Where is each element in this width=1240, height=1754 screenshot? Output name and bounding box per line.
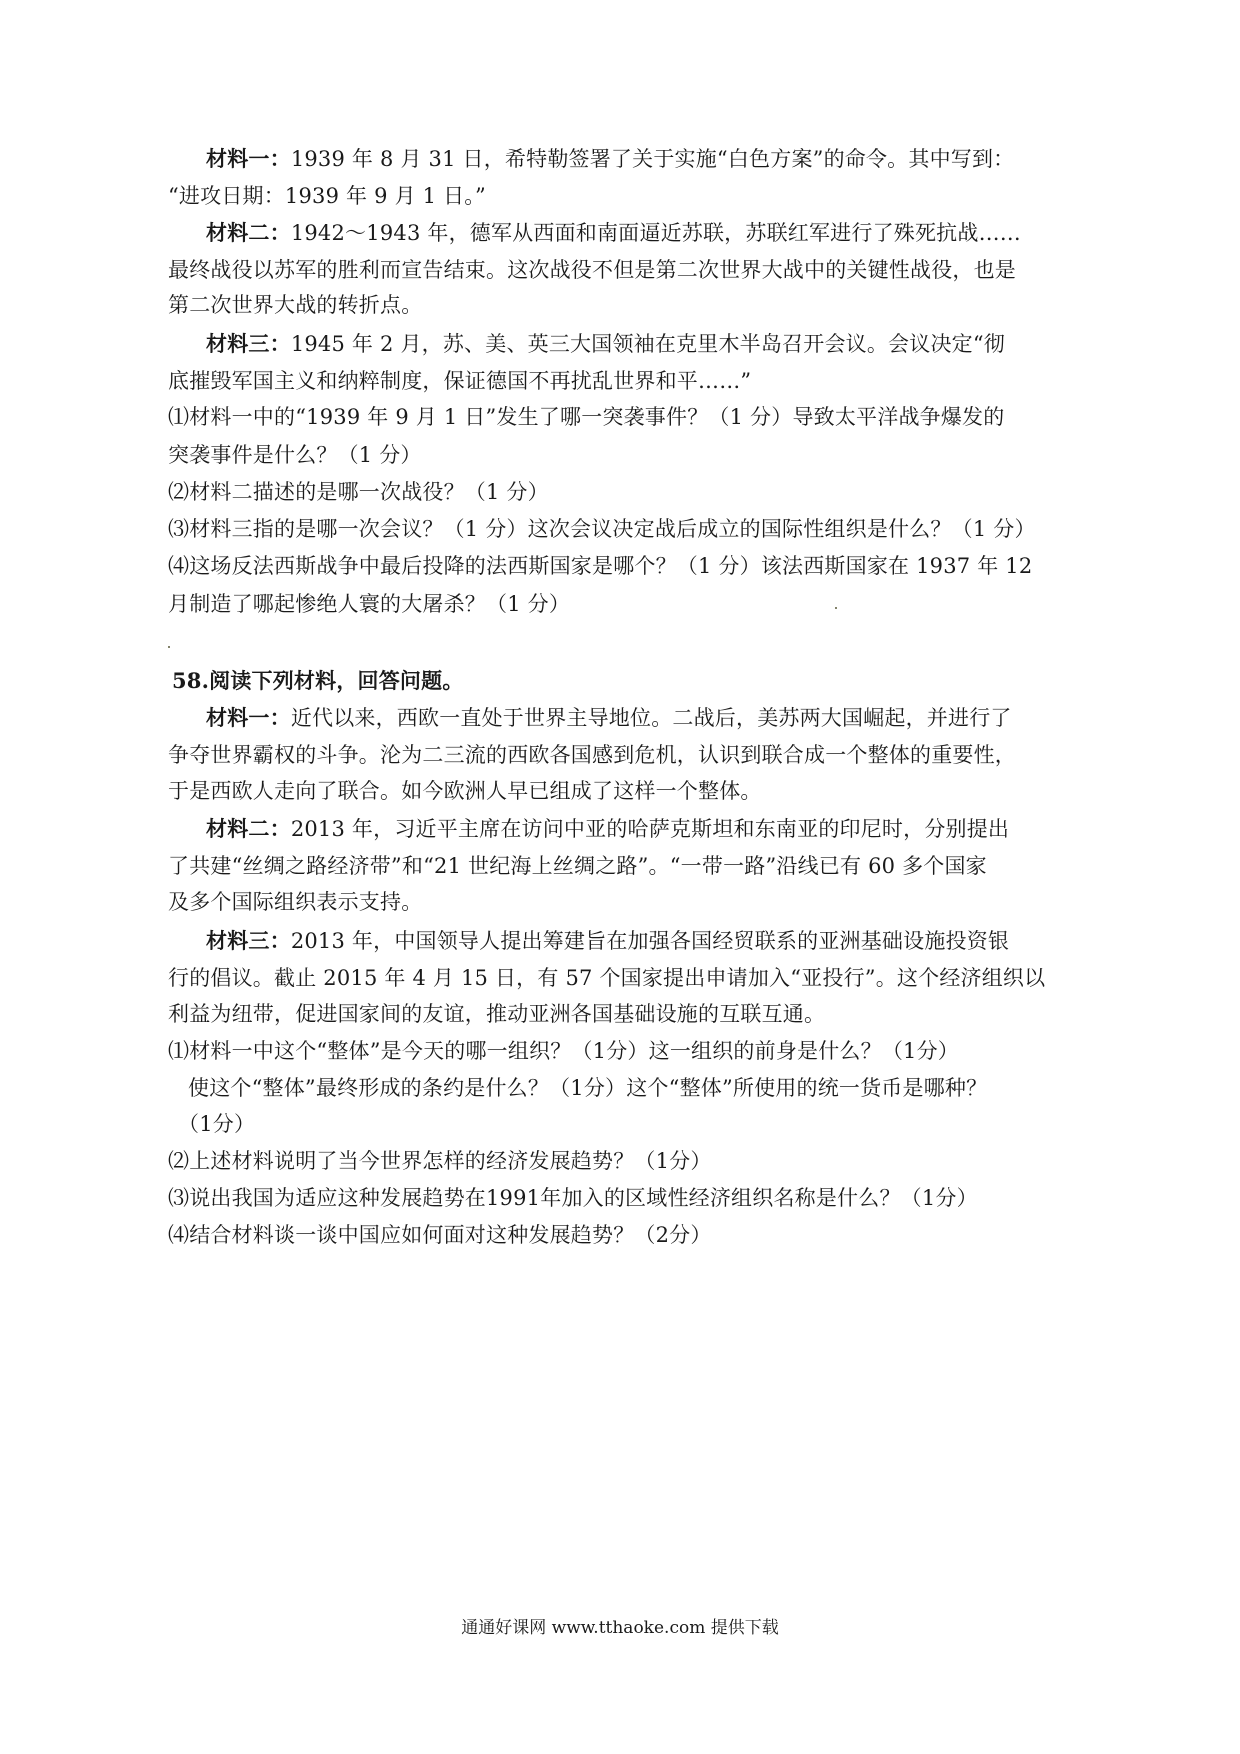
q57-material-2-label: 材料二： bbox=[206, 220, 291, 245]
q58-material-1-line-1: 材料一：近代以来，西欧一直处于世界主导地位。二战后，美苏两大国崛起，并进行了 bbox=[206, 705, 1012, 730]
q58-material-1-line-2: 争夺世界霸权的斗争。沦为二三流的西欧各国感到危机，认识到联合成一个整体的重要性， bbox=[168, 743, 1016, 767]
scan-speck bbox=[168, 646, 170, 648]
q57-material-1-line-2: “进攻日期：1939 年 9 月 1 日。” bbox=[168, 184, 486, 208]
q58-material-3-line-1: 材料三：2013 年，中国领导人提出筹建旨在加强各国经贸联系的亚洲基础设施投资银 bbox=[206, 928, 1010, 953]
q57-question-4-line-1: ⑷这场反法西斯战争中最后投降的法西斯国家是哪个？（1 分）该法西斯国家在 1937 年 12 bbox=[168, 554, 1033, 578]
q57-question-2: ⑵材料二描述的是哪一次战役？（1 分） bbox=[168, 480, 549, 504]
q57-question-3: ⑶材料三指的是哪一次会议？（1 分）这次会议决定战后成立的国际性组织是什么？（1 分） bbox=[168, 517, 1036, 541]
q57-material-1-label: 材料一： bbox=[206, 146, 291, 171]
q58-material-3-label: 材料三： bbox=[206, 928, 291, 953]
q58-material-2-label: 材料二： bbox=[206, 816, 291, 841]
q57-material-3-line-1: 材料三：1945 年 2 月，苏、美、英三大国领袖在克里木半岛召开会议。会议决定“彻 bbox=[206, 331, 1005, 356]
q58-question-1-line-1: ⑴材料一中这个“整体”是今天的哪一组织？（1分）这一组织的前身是什么？（1分） bbox=[168, 1039, 959, 1063]
q58-material-2-line-3: 及多个国际组织表示支持。 bbox=[168, 890, 423, 914]
q58-heading: 58.阅读下列材料，回答问题。 bbox=[172, 668, 464, 693]
q57-material-3-label: 材料三： bbox=[206, 331, 291, 356]
q57-material-1-line-1: 材料一：1939 年 8 月 31 日，希特勒签署了关于实施“白色方案”的命令。其中写到： bbox=[206, 146, 1015, 171]
q57-material-3-line-2: 底摧毁军国主义和纳粹制度，保证德国不再扰乱世界和平……” bbox=[168, 369, 752, 393]
q58-material-2-line-1: 材料二：2013 年，习近平主席在访问中亚的哈萨克斯坦和东南亚的印尼时，分别提出 bbox=[206, 816, 1010, 841]
q58-question-1-line-3: （1分） bbox=[178, 1112, 256, 1136]
q58-question-1-line-2: 使这个“整体”最终形成的条约是什么？（1分）这个“整体”所使用的统一货币是哪种？ bbox=[188, 1076, 988, 1100]
q58-material-3-line-2: 行的倡议。截止 2015 年 4 月 15 日，有 57 个国家提出申请加入“亚投行”。这个经济组织以 bbox=[168, 966, 1046, 990]
q57-material-2-line-3: 第二次世界大战的转折点。 bbox=[168, 293, 423, 317]
q58-question-2: ⑵上述材料说明了当今世界怎样的经济发展趋势？（1分） bbox=[168, 1149, 712, 1173]
q58-question-3: ⑶说出我国为适应这种发展趋势在1991年加入的区域性经济组织名称是什么？（1分） bbox=[168, 1186, 978, 1210]
q57-material-2-line-2: 最终战役以苏军的胜利而宣告结束。这次战役不但是第二次世界大战中的关键性战役，也是 bbox=[168, 258, 1016, 282]
q58-question-4: ⑷结合材料谈一谈中国应如何面对这种发展趋势？（2分） bbox=[168, 1223, 712, 1247]
q58-material-1-line-3: 于是西欧人走向了联合。如今欧洲人早已组成了这样一个整体。 bbox=[168, 779, 762, 803]
q57-question-1-line-1: ⑴材料一中的“1939 年 9 月 1 日”发生了哪一突袭事件？（1 分）导致太平洋战争爆发的 bbox=[168, 405, 1005, 429]
q57-question-4-line-2: 月制造了哪起惨绝人寰的大屠杀？（1 分） bbox=[168, 592, 571, 616]
q57-question-1-line-2: 突袭事件是什么？（1 分） bbox=[168, 443, 422, 467]
q58-material-2-line-2: 了共建“丝绸之路经济带”和“21 世纪海上丝绸之路”。“一带一路”沿线已有 60 多个国家 bbox=[168, 854, 987, 878]
page-footer: 通通好课网 www.tthaoke.com 提供下载 bbox=[461, 1618, 779, 1638]
q58-material-3-line-3: 利益为纽带，促进国家间的友谊，推动亚洲各国基础设施的互联互通。 bbox=[168, 1002, 826, 1026]
q58-material-1-label: 材料一： bbox=[206, 705, 291, 730]
scan-speck bbox=[835, 607, 837, 609]
q57-material-2-line-1: 材料二：1942～1943 年，德军从西面和南面逼近苏联，苏联红军进行了殊死抗战…… bbox=[206, 220, 1021, 245]
